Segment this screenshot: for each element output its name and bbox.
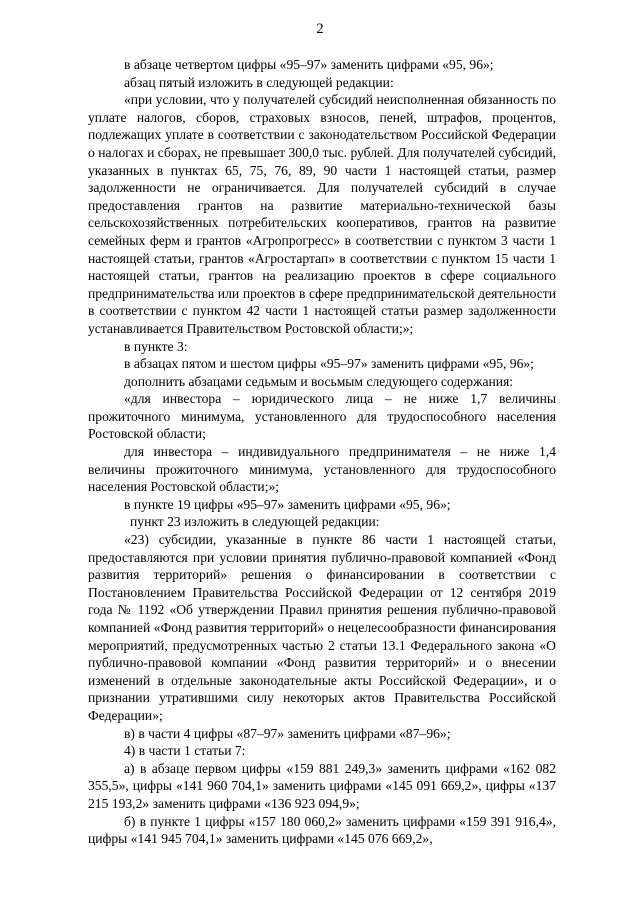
paragraph: дополнить абзацами седьмым и восьмым следующего содержания: xyxy=(124,373,514,389)
paragraph: в пункте 3: xyxy=(124,338,188,354)
document-body xyxy=(88,56,556,848)
paragraph: в абзаце четвертом цифры «95–97» заменить цифрами «95, 96»; xyxy=(124,57,494,72)
paragraph: б) в пункте 1 цифры «157 180 060,2» заменить цифрами «159 391 916,4», цифры «141 945 704,1» заменить цифрами «145 076 669,2», xyxy=(88,813,556,847)
paragraph: в пункте 19 цифры «95–97» заменить цифрами «95, 96»; xyxy=(124,496,451,512)
paragraph: абзац пятый изложить в следующей редакции: xyxy=(124,74,394,90)
paragraph: 4) в части 1 статьи 7: xyxy=(124,743,246,759)
paragraph: в) в части 4 цифры «87–97» заменить цифрами «87–96»; xyxy=(124,725,451,741)
page-number: 2 xyxy=(316,21,324,37)
paragraph: «23) субсидии, указанные в пункте 86 части 1 настоящей статьи, предоставляются при условии принятия публично-правовой компанией «Фонд развития территорий» решения о финансировании в соответствии с Постановлением Правительства Российской Федерации от 12 сентября 2019 года № 1192 «Об утверждении Правил принятия решения публично-правовой компанией «Фонд развития территорий» о нецелесообразности финансирования мероприятий, предусмотренных частью 2 статьи 13.1 Федерального закона «О публично-правовой компании «Фонд развития территорий» и о внесении изменений в отдельные законодательные акты Российской Федерации», и о признании утратившими силу некоторых актов Правительства Российской Федерации»; xyxy=(88,532,556,723)
paragraph: «для инвестора – юридического лица – не ниже 1,7 величины прожиточного минимума, установленного для трудоспособного населения Ростовской области; xyxy=(88,391,556,442)
paragraph: для инвестора – индивидуального предпринимателя – не ниже 1,4 величины прожиточного минимума, установленного для трудоспособного населения Ростовской области;»; xyxy=(88,444,556,495)
paragraph: «при условии, что у получателей субсидий неисполненная обязанность по уплате налогов, сборов, страховых взносов, пеней, штрафов, процентов, подлежащих уплате в соответствии с законодательством Российской Федерации о налогах и сборах, не превышает 300,0 тыс. рублей. Для получателей субсидий, указанных в пунктах 65, 75, 76, 89, 90 части 1 настоящей статьи, размер задолженности не ограничивается. Для получателей субсидий в случае предоставления грантов на развитие материально-технической базы сельскохозяйственных потребительских кооперативов, грантов на развитие семейных ферм и грантов «Агропрогресс» в соответствии с пунктом 3 части 1 настоящей статьи, грантов «Агростартап» в соответствии с пунктом 15 части 1 настоящей статьи, грантов на реализацию проектов в сфере социального предпринимательства или проектов в сфере предпринимательской деятельности в соответствии с пунктом 42 части 1 настоящей статьи размер задолженности устанавливается Правительством Ростовской области;»; xyxy=(88,92,556,336)
paragraph: в абзацах пятом и шестом цифры «95–97» заменить цифрами «95, 96»; xyxy=(124,356,534,372)
paragraph: пункт 23 изложить в следующей редакции: xyxy=(130,514,380,530)
paragraph: а) в абзаце первом цифры «159 881 249,3» заменить цифрами «162 082 355,5», цифры «141 960 704,1» заменить цифрами «145 091 669,2», цифры «137 215 193,2» заменить цифрами «136 923 094,9»; xyxy=(88,760,556,811)
